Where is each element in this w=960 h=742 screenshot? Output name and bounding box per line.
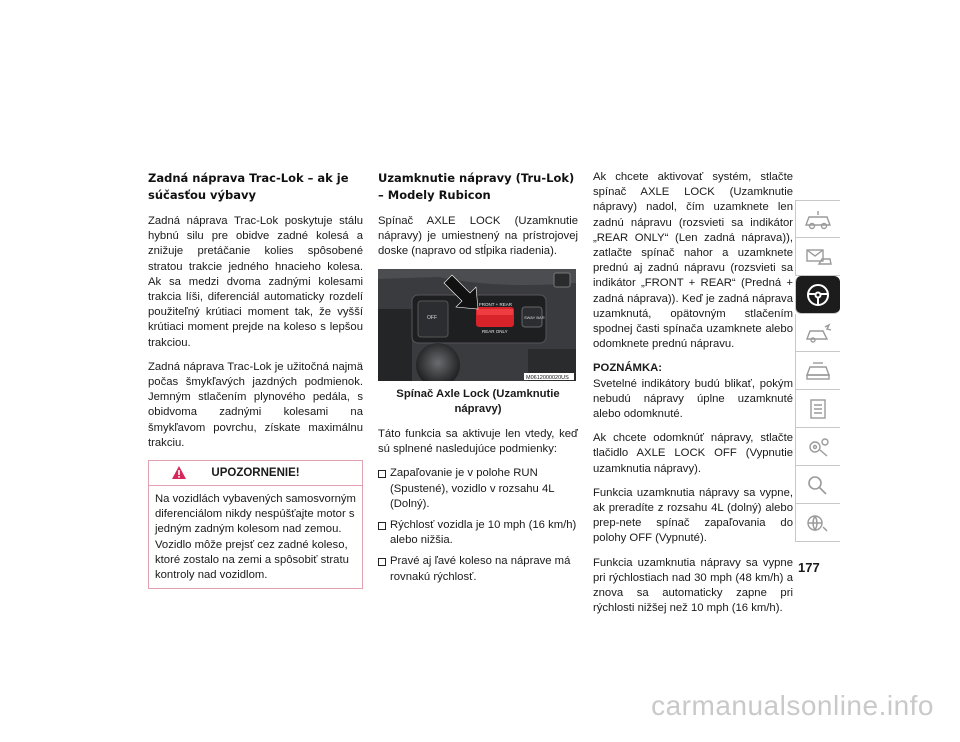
- list-item: Rýchlosť vozidla je 10 mph (16 km/h) alebo nižšia.: [378, 518, 578, 548]
- column-2: [378, 170, 578, 591]
- tab-dashboard[interactable]: [795, 200, 840, 238]
- page-number: 177: [798, 560, 820, 575]
- checkbox-bullet-icon: [378, 522, 386, 530]
- photo-code: M0612000020US: [526, 374, 569, 381]
- warning-box: [148, 460, 363, 589]
- paragraph: Ak chcete odomknúť nápravy, stlačte tlačidlo AXLE LOCK OFF (Vypnutie uzamknutia nápravy).: [593, 432, 793, 475]
- car-crash-icon: [803, 321, 833, 345]
- language-icon: [803, 511, 833, 535]
- warning-header: [149, 461, 362, 486]
- column-3: [593, 170, 793, 625]
- warning-text: Na vozidlách vybavených samosvorným diferenciálom nikdy nespúšťajte motor s jedným zadným kolesom nad zemou. Vozidlo môže prejsť cez zadné koleso, ktoré zostalo na zemi a spôsobiť stratu kontroly nad vozidlom.: [155, 493, 356, 582]
- conditions-list: [378, 466, 578, 584]
- paragraph: Ak chcete aktivovať systém, stlačte spínač AXLE LOCK (Uzamknutie nápravy) nadol, čím uzamknete len zadnú nápravu (rozsvieti sa indikátor „REAR ONLY“ (Len zadná náprava)), zatlačte spínač nahor a uzamknete prednú aj zadnú nápravu (rozsvieti sa indikátor „FRONT + REAR“ (Predná + zadná náprava)). Keď je zadná náprava uzamknutá, opätovným stlačením spodnej časti spínača uzamknete alebo odomknete prednú nápravu.: [593, 171, 793, 351]
- note-title: POZNÁMKA:: [593, 362, 663, 375]
- list-item: Pravé aj ľavé koleso na náprave má rovnakú rýchlosť.: [378, 554, 578, 584]
- paragraph: Táto funkcia sa aktivuje len vtedy, keď sú splnené nasledujúce podmienky:: [378, 428, 578, 456]
- photo-caption: Spínač Axle Lock (Uzamknutie nápravy): [396, 387, 560, 415]
- car-dashboard-icon: [803, 207, 833, 231]
- tab-multimedia[interactable]: [795, 428, 840, 466]
- chapter-tabs: [795, 200, 841, 542]
- checkbox-bullet-icon: [378, 558, 386, 566]
- rear-only-label: REAR ONLY: [482, 328, 508, 334]
- tab-language[interactable]: [795, 504, 840, 542]
- tab-emergency[interactable]: [795, 314, 840, 352]
- list-item: Zapaľovanie je v polohe RUN (Spustené), vozidlo v rozsahu 4L (Dolný).: [378, 466, 578, 512]
- section-title-trac-lok: Zadná náprava Trac-Lok – ak je súčasťou výbavy: [148, 171, 349, 202]
- axle-lock-switch-illustration: [378, 269, 576, 381]
- checklist-icon: [803, 397, 833, 421]
- envelope-car-icon: [803, 245, 833, 269]
- paragraph: Funkcia uzamknutia nápravy sa vypne pri rýchlostiach nad 30 mph (48 km/h) a znova sa automaticky zapne pri rýchlosti nižšej než 10 mph (16 km/h).: [593, 556, 793, 615]
- tab-service[interactable]: [795, 352, 840, 390]
- car-service-icon: [803, 359, 833, 383]
- magnifier-icon: [803, 473, 833, 497]
- tab-messages[interactable]: [795, 238, 840, 276]
- column-1: [148, 170, 363, 589]
- wrench-gear-icon: [803, 435, 833, 459]
- section-title-tru-lok: Uzamknutie nápravy (Tru-Lok) – Modely Rubicon: [378, 171, 575, 202]
- paragraph: Zadná náprava Trac-Lok je užitočná najmä počas šmykľavých jazdných podmienok. Jemným stlačením plynového pedála, s obidvoma zadnými kolesami na šmykľavom povrchu, získate maximálnu trakciu.: [148, 360, 363, 449]
- watermark: carmanualsonline.info: [651, 690, 934, 721]
- tab-specifications[interactable]: [795, 390, 840, 428]
- tab-index[interactable]: [795, 466, 840, 504]
- note-text: Svetelné indikátory budú blikať, pokým nebudú nápravy úplne uzamknuté alebo odomknuté.: [593, 377, 793, 421]
- paragraph: Spínač AXLE LOCK (Uzamknutie nápravy) je umiestnený na prístrojovej doske (napravo od stĺpika riadenia).: [378, 215, 578, 258]
- front-rear-label: FRONT + REAR: [479, 301, 513, 307]
- warning-title: UPOZORNENIE!: [211, 467, 300, 480]
- checkbox-bullet-icon: [378, 470, 386, 478]
- paragraph: Zadná náprava Trac-Lok poskytuje stálu hybnú silu pre obidve zadné kolesá a znižuje pretáčanie kolies spôsobené stratou trakcie jedného hnacieho kolesa. Ak sa medzi dvoma zadnými kolesami trakcia líši, diferenciál automaticky rozdelí použiteľný krútiaci moment tak, že vyšší krútiaci moment prejde na koleso s lepšou trakciou.: [148, 215, 363, 349]
- paragraph: Funkcia uzamknutia nápravy sa vypne, ak preradíte z rozsahu 4L (dolný) alebo prep-nete spínač zapaľovania do polohy OFF (Vypnuté).: [593, 486, 793, 545]
- sway-bar-label: SWAY BAR: [524, 314, 545, 320]
- steering-wheel-icon: [803, 281, 833, 309]
- tab-driving[interactable]: [795, 276, 840, 314]
- warning-triangle-icon: [171, 465, 187, 480]
- off-label: OFF: [427, 314, 437, 321]
- axle-lock-switch-photo: [378, 269, 576, 381]
